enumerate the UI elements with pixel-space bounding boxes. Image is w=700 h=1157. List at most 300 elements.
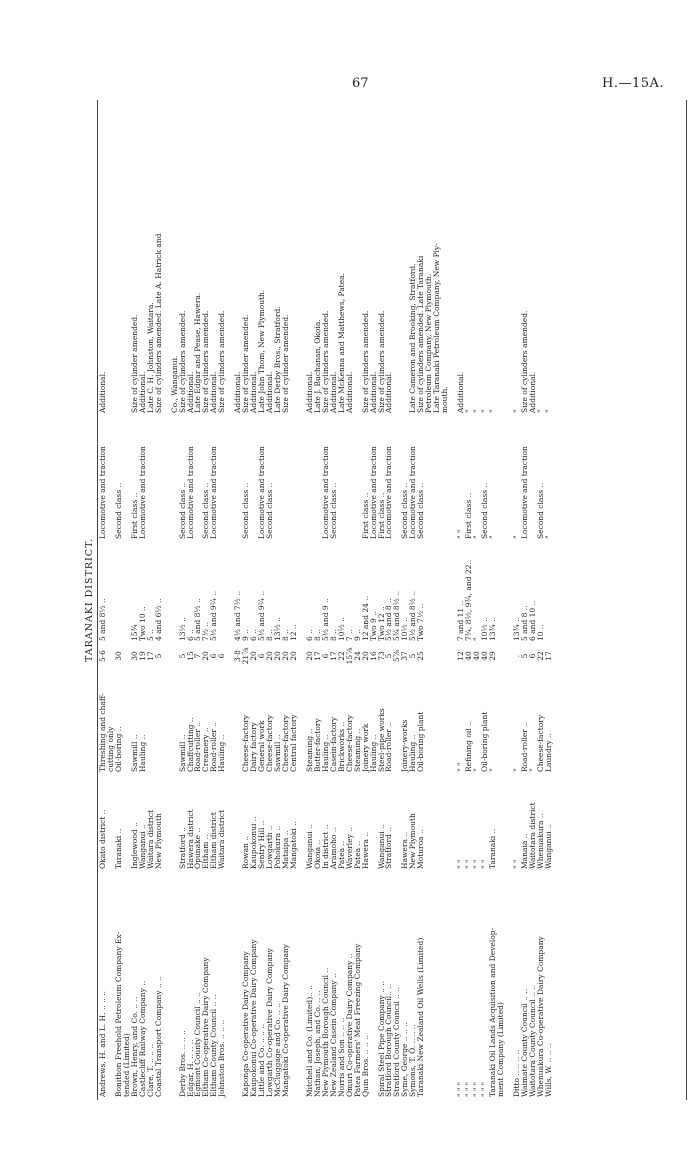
cell-district: New Plymouth xyxy=(408,813,418,869)
cell-use: Butter-factory xyxy=(312,718,322,772)
cell-owner xyxy=(290,872,298,1100)
bottom-rule xyxy=(686,100,687,1100)
cell-remarks xyxy=(115,100,123,416)
cell-owner: Kaponga Co-operative Dairy Company xyxy=(241,951,251,1097)
cell-pressure: 20 xyxy=(265,651,275,661)
cell-remarks: Additional. xyxy=(265,371,275,413)
table-row xyxy=(433,100,441,1100)
table-row xyxy=(210,100,218,1100)
row-gap xyxy=(298,100,306,1100)
cell-remarks: Additional. xyxy=(185,371,195,413)
cell-pressure: 5 xyxy=(408,653,418,659)
cell-pressure: 73 xyxy=(376,651,386,661)
cell-district: Mangatoki .. xyxy=(288,821,298,869)
table-row xyxy=(171,100,179,1100)
cell-cylinders: 5½ and 9 .. xyxy=(320,598,330,641)
table-row xyxy=(521,100,529,1100)
cell-district: Hawera district xyxy=(185,809,195,869)
cell-class: Locomotive and traction xyxy=(185,446,195,539)
cell-cylinders: 5¾ and 8½ .. xyxy=(392,590,402,641)
table-row xyxy=(338,100,346,1100)
cell-pressure: 30 xyxy=(113,651,123,661)
cell-class xyxy=(282,416,290,542)
cell-remarks: Additional. xyxy=(456,371,466,413)
cell-remarks: Size of cylinders amended. xyxy=(360,310,370,413)
boiler-register-table xyxy=(99,100,553,1100)
table-row xyxy=(497,100,505,1100)
cell-owner: " " " xyxy=(464,1081,474,1097)
cell-use: Central factory xyxy=(288,714,298,772)
cell-remarks: Size of cylinders amended. xyxy=(217,310,227,413)
cell-class: Locomotive and traction xyxy=(408,446,418,539)
cell-pressure: 20 xyxy=(273,651,283,661)
cell-remarks: Additional. xyxy=(344,371,354,413)
cell-district: Taranaki .. xyxy=(487,828,497,869)
table-row xyxy=(155,100,163,1100)
cell-owner: Coastal Transport Company .. .. xyxy=(153,976,163,1097)
table-row xyxy=(218,100,226,1100)
table-row xyxy=(513,100,521,1100)
cell-cylinders: 12 and 24 .. xyxy=(360,595,370,641)
cell-pressure: 15⅞ xyxy=(344,647,354,665)
cell-use: Cheese-factory xyxy=(241,714,251,772)
cell-class: Locomotive and traction xyxy=(137,446,147,539)
cell-pressure: 7 xyxy=(193,653,203,659)
cell-class: First class .. xyxy=(360,492,370,539)
cell-district: Rowan .. xyxy=(241,835,251,869)
cell-class xyxy=(433,416,441,542)
cell-owner: Waimate County Council .. .. xyxy=(519,988,529,1097)
cell-use: Sawmill .. xyxy=(273,734,283,772)
cell-pressure xyxy=(433,644,441,668)
cell-remarks: Late McKenna and Matthews, Patea. xyxy=(336,273,346,413)
cell-district: Moturoa .. xyxy=(416,829,426,869)
cell-remarks: Additional. xyxy=(527,371,537,413)
table-row xyxy=(99,100,107,1100)
table-row xyxy=(330,100,338,1100)
cell-class: Locomotive and traction xyxy=(384,446,394,539)
cell-owner: Little and Co. .. .. .. xyxy=(257,1023,267,1097)
cell-owner: New Zealand Casein Company .. xyxy=(328,973,338,1097)
cell-remarks: Late John Thom, New Plymouth. xyxy=(257,289,267,413)
cell-cylinders: 8 .. xyxy=(265,629,275,641)
cell-use: " xyxy=(511,768,521,772)
cell-use: Refining oil .. xyxy=(464,721,474,772)
table-row xyxy=(282,100,290,1100)
cell-pressure xyxy=(425,644,433,668)
table-row xyxy=(131,100,139,1100)
cell-cylinders: 13½ .. xyxy=(273,617,283,641)
cell-district: Stratford .. xyxy=(384,826,394,869)
cell-class xyxy=(218,416,226,542)
cell-use: Steaming .. xyxy=(352,728,362,772)
row-gap xyxy=(449,100,457,1100)
cell-pressure: . xyxy=(511,654,521,658)
cell-owner: " " " xyxy=(471,1081,481,1097)
cell-class xyxy=(306,416,314,542)
cell-remarks: Size of cylinder amended. xyxy=(281,314,291,413)
cell-remarks xyxy=(497,100,505,416)
cell-pressure: 19 xyxy=(137,651,147,661)
cell-remarks: " xyxy=(479,409,489,413)
cell-use xyxy=(497,668,505,775)
cell-owner xyxy=(441,872,449,1100)
cell-remarks xyxy=(393,100,401,416)
cell-pressure: 5⅞ xyxy=(392,649,402,663)
table-row xyxy=(417,100,425,1100)
cell-district: Manaia .. xyxy=(519,833,529,869)
cell-district: " " xyxy=(464,859,474,869)
cell-cylinders: 13½ .. xyxy=(177,617,187,641)
table-row xyxy=(545,100,553,1100)
cell-district: Waitotara district xyxy=(527,802,537,869)
cell-district: Kaupokonui .. xyxy=(249,816,259,869)
cell-class: Locomotive and traction xyxy=(209,446,219,539)
cell-pressure: 37 xyxy=(400,651,410,661)
cell-class: " xyxy=(471,535,481,539)
cell-use: Cheese-factory xyxy=(265,714,275,772)
cell-remarks: " xyxy=(535,409,545,413)
cell-owner: Mitchell and Co. (Limited).. .. xyxy=(304,984,314,1097)
cell-remarks: Size of cylinders amended. Late A. Hatrick and xyxy=(153,233,163,413)
cell-district: Eltham .. xyxy=(201,834,211,869)
cell-district: In district .. xyxy=(320,824,330,869)
cell-cylinders: 6 .. xyxy=(304,629,314,641)
cell-use: Cheese-factory xyxy=(344,714,354,772)
cell-cylinders: 5½ and 8½ .. xyxy=(408,590,418,641)
cell-remarks: Size of cylinders amended. Late Taranaki xyxy=(416,255,426,413)
table-row xyxy=(441,100,449,1100)
cell-class xyxy=(425,416,433,542)
cell-cylinders xyxy=(425,542,433,644)
cell-use: Oil-boring plant xyxy=(479,711,489,772)
section-title: TARANAKI DISTRICT. xyxy=(84,537,95,663)
cell-class: " " xyxy=(456,529,466,539)
cell-pressure: 22 xyxy=(535,651,545,661)
cell-remarks: Additional. xyxy=(368,371,378,413)
cell-cylinders: 6 and 10 .. xyxy=(527,600,537,641)
cell-owner: Eltham Co-operative Dairy Company xyxy=(201,957,211,1097)
cell-district: Taranaki .. xyxy=(113,828,123,869)
cell-owner: Andrews, H. and L. H. .. .. .. xyxy=(98,990,107,1097)
cell-use: Steel-pipe works xyxy=(376,708,386,772)
table-row xyxy=(370,100,378,1100)
cell-use: Joinery work xyxy=(360,723,370,772)
cell-remarks: Additional. xyxy=(98,371,107,413)
cell-owner: " " " xyxy=(479,1081,489,1097)
cell-owner: Johnston Bros. .. .. .. xyxy=(217,1019,227,1097)
cell-cylinders xyxy=(545,542,553,644)
cell-pressure: 25 xyxy=(416,651,426,661)
cell-cylinders: 13¾ .. xyxy=(487,617,497,641)
cell-pressure: 40 xyxy=(479,651,489,661)
cell-owner: Mangatoki Co-operative Dairy Company xyxy=(281,944,291,1097)
cell-class: Second class .. xyxy=(201,482,211,539)
cell-pressure: 17 xyxy=(145,651,155,661)
table-row xyxy=(393,100,401,1100)
cell-pressure: 5 xyxy=(177,653,187,659)
cell-class xyxy=(274,416,282,542)
cell-owner: Symons, T. O. .. .. .. xyxy=(408,1024,418,1097)
cell-class: Locomotive and traction xyxy=(320,446,330,539)
cell-class xyxy=(290,416,298,542)
cell-pressure: 5 xyxy=(384,653,394,659)
cell-class xyxy=(155,416,163,542)
cell-cylinders: Two 10 .. xyxy=(137,606,147,641)
cell-use: Hauling .. xyxy=(320,734,330,772)
cell-class xyxy=(338,416,346,542)
cell-class: Second class .. xyxy=(328,482,338,539)
cell-owner: Quin Bros. .. .. .. xyxy=(360,1035,370,1097)
cell-class: Second class .. xyxy=(177,482,187,539)
cell-pressure: 22 xyxy=(336,651,346,661)
table-row xyxy=(489,100,497,1100)
cell-owner: Lowgarth Co-operative Dairy Company xyxy=(265,948,275,1097)
cell-remarks: " xyxy=(543,409,553,413)
table-row xyxy=(123,100,131,1100)
cell-district: Wanganui .. xyxy=(376,824,386,869)
cell-owner: Syme, George .. .. .. xyxy=(400,1022,410,1097)
cell-use: Steaming .. xyxy=(304,728,314,772)
cell-remarks: " xyxy=(471,409,481,413)
cell-pressure: 20 xyxy=(288,651,298,661)
cell-pressure: 5 xyxy=(153,653,163,659)
cell-cylinders: 9 .. xyxy=(241,629,251,641)
cell-cylinders: 8 .. xyxy=(312,629,322,641)
cell-district: Whenuakura .. xyxy=(535,813,545,869)
cell-remarks: Size of cylinder amended. xyxy=(129,314,139,413)
cell-remarks: Late J. Buchanan, Okoia. xyxy=(312,319,322,413)
cell-owner: Eltham County Council .. .. xyxy=(209,994,219,1097)
cell-district: Patea .. xyxy=(336,840,346,869)
cell-pressure: 40 xyxy=(471,651,481,661)
cell-district: Wanganui .. xyxy=(137,824,147,869)
cell-district xyxy=(433,775,441,872)
cell-use xyxy=(425,668,433,775)
cell-pressure: 29 xyxy=(487,651,497,661)
cell-cylinders: 7 and 11 .. xyxy=(456,600,466,641)
cell-district: Mataipa .. xyxy=(281,830,291,869)
cell-remarks: Size of cylinder amended. xyxy=(241,314,251,413)
cell-remarks: mouth. xyxy=(440,386,450,413)
cell-cylinders xyxy=(497,542,505,644)
cell-remarks xyxy=(290,100,298,416)
cell-class xyxy=(346,416,354,542)
cell-remarks: Late Derby Bros., Stratford. xyxy=(273,306,283,413)
cell-remarks: Petroleum Company, New Plymouth. xyxy=(424,273,434,413)
cell-class: Second class .. xyxy=(535,482,545,539)
cell-pressure xyxy=(441,644,449,668)
cell-remarks: Late C. H. Johnston, Waitara. xyxy=(145,302,155,413)
cell-pressure: 20 xyxy=(249,651,259,661)
cell-owner: Norris and Son .. .. .. xyxy=(336,1017,346,1097)
cell-cylinders xyxy=(218,542,226,644)
cell-remarks: " xyxy=(511,409,521,413)
cell-cylinders: 5 and 8½ .. xyxy=(98,598,107,641)
cell-cylinders xyxy=(115,542,123,644)
cell-class: " xyxy=(487,535,497,539)
cell-owner: Stratford County Council .. .. xyxy=(392,986,402,1097)
cell-cylinders: 8 .. xyxy=(328,629,338,641)
table-row xyxy=(194,100,202,1100)
cell-pressure: 17 xyxy=(328,651,338,661)
table-body xyxy=(99,100,553,1100)
cell-owner: Stratford Borough Council.. .. xyxy=(384,983,394,1097)
cell-cylinders: 10½ .. xyxy=(479,617,489,641)
cell-use: Laundry .. xyxy=(543,733,553,772)
cell-class: Locomotive and traction xyxy=(368,446,378,539)
cell-district: New Plymouth xyxy=(153,813,163,869)
cell-pressure: 6 xyxy=(257,653,267,659)
cell-owner xyxy=(433,872,441,1100)
cell-owner: ment Company (Limited) xyxy=(495,1002,505,1097)
cell-district: " " xyxy=(511,859,521,869)
cell-cylinders: 5 and 8 .. xyxy=(519,605,529,641)
cell-use: Hauling .. xyxy=(137,734,147,772)
cell-use: " " xyxy=(456,762,466,772)
cell-district: Opunake .. xyxy=(193,827,203,869)
cell-remarks: Late Cameron and Brooking, Stratford. xyxy=(408,263,418,413)
cell-owner: tended (Limited) xyxy=(121,1033,131,1097)
cell-use: Sawmill .. xyxy=(129,734,139,772)
cell-remarks: Size of cylinders amended. xyxy=(201,310,211,413)
cell-cylinders: 4½ and 7½ .. xyxy=(233,590,243,641)
cell-pressure: 6 xyxy=(320,653,330,659)
cell-pressure: 5·6 xyxy=(98,650,107,662)
cell-class: Locomotive and traction xyxy=(257,446,267,539)
cell-class: Second class .. xyxy=(113,482,123,539)
cell-remarks: Additional. xyxy=(304,371,314,413)
cell-pressure: 5 xyxy=(519,653,529,659)
cell-cylinders: 5 and 8½ .. xyxy=(193,598,203,641)
cell-cylinders: 4 and 6½ .. xyxy=(153,598,163,641)
row-gap-cell xyxy=(505,100,513,1100)
cell-pressure xyxy=(497,644,505,668)
cell-owner: McCluggage and Co. .. .. xyxy=(273,1003,283,1097)
cell-cylinders: 5½ and 9¼ .. xyxy=(257,590,267,641)
cell-remarks: Additional. xyxy=(328,371,338,413)
cell-use: Casein-factory xyxy=(328,716,338,772)
cell-district xyxy=(425,775,433,872)
cell-remarks: " xyxy=(487,409,497,413)
cell-pressure: 20 xyxy=(201,651,211,661)
cell-district: Eltham district xyxy=(209,812,219,869)
table-row xyxy=(465,100,473,1100)
cell-pressure: 21⅞ xyxy=(241,647,251,665)
cell-class: Second class .. xyxy=(265,482,275,539)
cell-pressure: 6 xyxy=(527,653,537,659)
cell-use xyxy=(433,668,441,775)
page-number: 67 xyxy=(352,76,369,91)
cell-district: Patea .. xyxy=(352,840,362,869)
cell-pressure: 40 xyxy=(464,651,474,661)
cell-use: Chaffcutting .. xyxy=(185,717,195,772)
cell-district: Waitara district xyxy=(145,809,155,869)
cell-class: Locomotive and traction xyxy=(98,446,107,539)
cell-cylinders: 8 .. xyxy=(281,629,291,641)
cell-use: Hauling .. xyxy=(408,734,418,772)
cell-use: General work xyxy=(257,720,267,772)
cell-district: " " xyxy=(471,859,481,869)
cell-use: " xyxy=(471,768,481,772)
cell-cylinders: " xyxy=(471,637,481,641)
cell-district: Lowgarth .. xyxy=(265,825,275,869)
cell-district: Inglewood .. xyxy=(129,822,139,869)
cell-owner: New Plymouth Borough Council .. xyxy=(320,967,330,1097)
cell-use xyxy=(441,668,449,775)
cell-remarks: Additional. xyxy=(384,371,394,413)
cell-use: Road-roller .. xyxy=(209,721,219,772)
cell-class: First class .. xyxy=(129,492,139,539)
cell-pressure: 3·8 xyxy=(233,650,243,662)
cell-district xyxy=(441,775,449,872)
table-row xyxy=(306,100,314,1100)
row-gap xyxy=(163,100,171,1100)
cell-cylinders: 15¾ xyxy=(129,624,139,641)
cell-use: Cheese-factory xyxy=(281,714,291,772)
cell-owner: Ditto .. .. .. .. xyxy=(511,1049,521,1097)
cell-remarks: Additional. xyxy=(249,371,259,413)
cell-use: Dairy factory xyxy=(249,722,259,772)
cell-owner: Patea Farmers' Meat Freezing Company xyxy=(352,943,362,1097)
cell-use: cutting only xyxy=(105,726,115,772)
cell-owner: Taranaki New Zealand Oil Wells (Limited) xyxy=(416,937,426,1097)
cell-remarks: Size of cylinders amended. xyxy=(519,310,529,413)
cell-remarks: Additional. xyxy=(209,371,219,413)
cell-owner: Derby Bros. .. .. .. xyxy=(177,1030,187,1097)
cell-district: Hawera .. xyxy=(360,831,370,869)
cell-owner: Bonithon Freehold Petroleum Company Ex- xyxy=(113,931,123,1097)
row-gap xyxy=(505,100,513,1100)
cell-class: First class .. xyxy=(376,492,386,539)
cell-class: Locomotive and traction xyxy=(519,446,529,539)
cell-owner: Omuri Co-operative Dairy Company .. xyxy=(344,953,354,1097)
cell-cylinders: 10½ .. xyxy=(336,617,346,641)
cell-owner: Wills, W. .. .. .. xyxy=(543,1043,553,1097)
cell-district: " " xyxy=(479,859,489,869)
cell-use: Creamery .. xyxy=(201,727,211,772)
cell-owner: Waitotara County Council .. .. xyxy=(527,984,537,1097)
cell-class: First class .. xyxy=(464,492,474,539)
cell-remarks: Additional. xyxy=(137,371,147,413)
cell-cylinders: Two 7½ .. xyxy=(416,603,426,641)
cell-owner xyxy=(425,872,433,1100)
cell-pressure: 12 xyxy=(456,651,466,661)
cell-use: Cheese-factory xyxy=(535,714,545,772)
cell-cylinders: 9 .. xyxy=(352,629,362,641)
cell-district: Wanganui .. xyxy=(543,824,553,869)
table-row xyxy=(473,100,481,1100)
cell-remarks: Late Taranaki Petroleum Company, New Ply- xyxy=(432,243,442,413)
cell-remarks: Size of cylinders amended. xyxy=(320,310,330,413)
cell-class: Second class .. xyxy=(400,482,410,539)
table-row xyxy=(179,100,187,1100)
cell-district: Pohokura .. xyxy=(273,825,283,869)
table-row xyxy=(362,100,370,1100)
cell-owner: Whenuakura Co-operative Dairy Company xyxy=(535,936,545,1097)
cell-district: Hawera .. xyxy=(400,831,410,869)
cell-use: Hauling .. xyxy=(368,734,378,772)
page-code: H.—15A. xyxy=(602,76,665,91)
cell-cylinders: Two 12 .. xyxy=(376,606,386,641)
cell-remarks: Late Edgar and Pease, Hawera. xyxy=(193,292,203,413)
cell-class: " xyxy=(511,535,521,539)
cell-owner: Castlecliff Railway Company .. xyxy=(137,980,147,1097)
cell-use: Sawmill .. xyxy=(177,734,187,772)
cell-owner: Clare, T. .. .. .. xyxy=(145,1043,155,1097)
rotated-table-region xyxy=(80,100,690,1100)
cell-class xyxy=(147,416,155,542)
